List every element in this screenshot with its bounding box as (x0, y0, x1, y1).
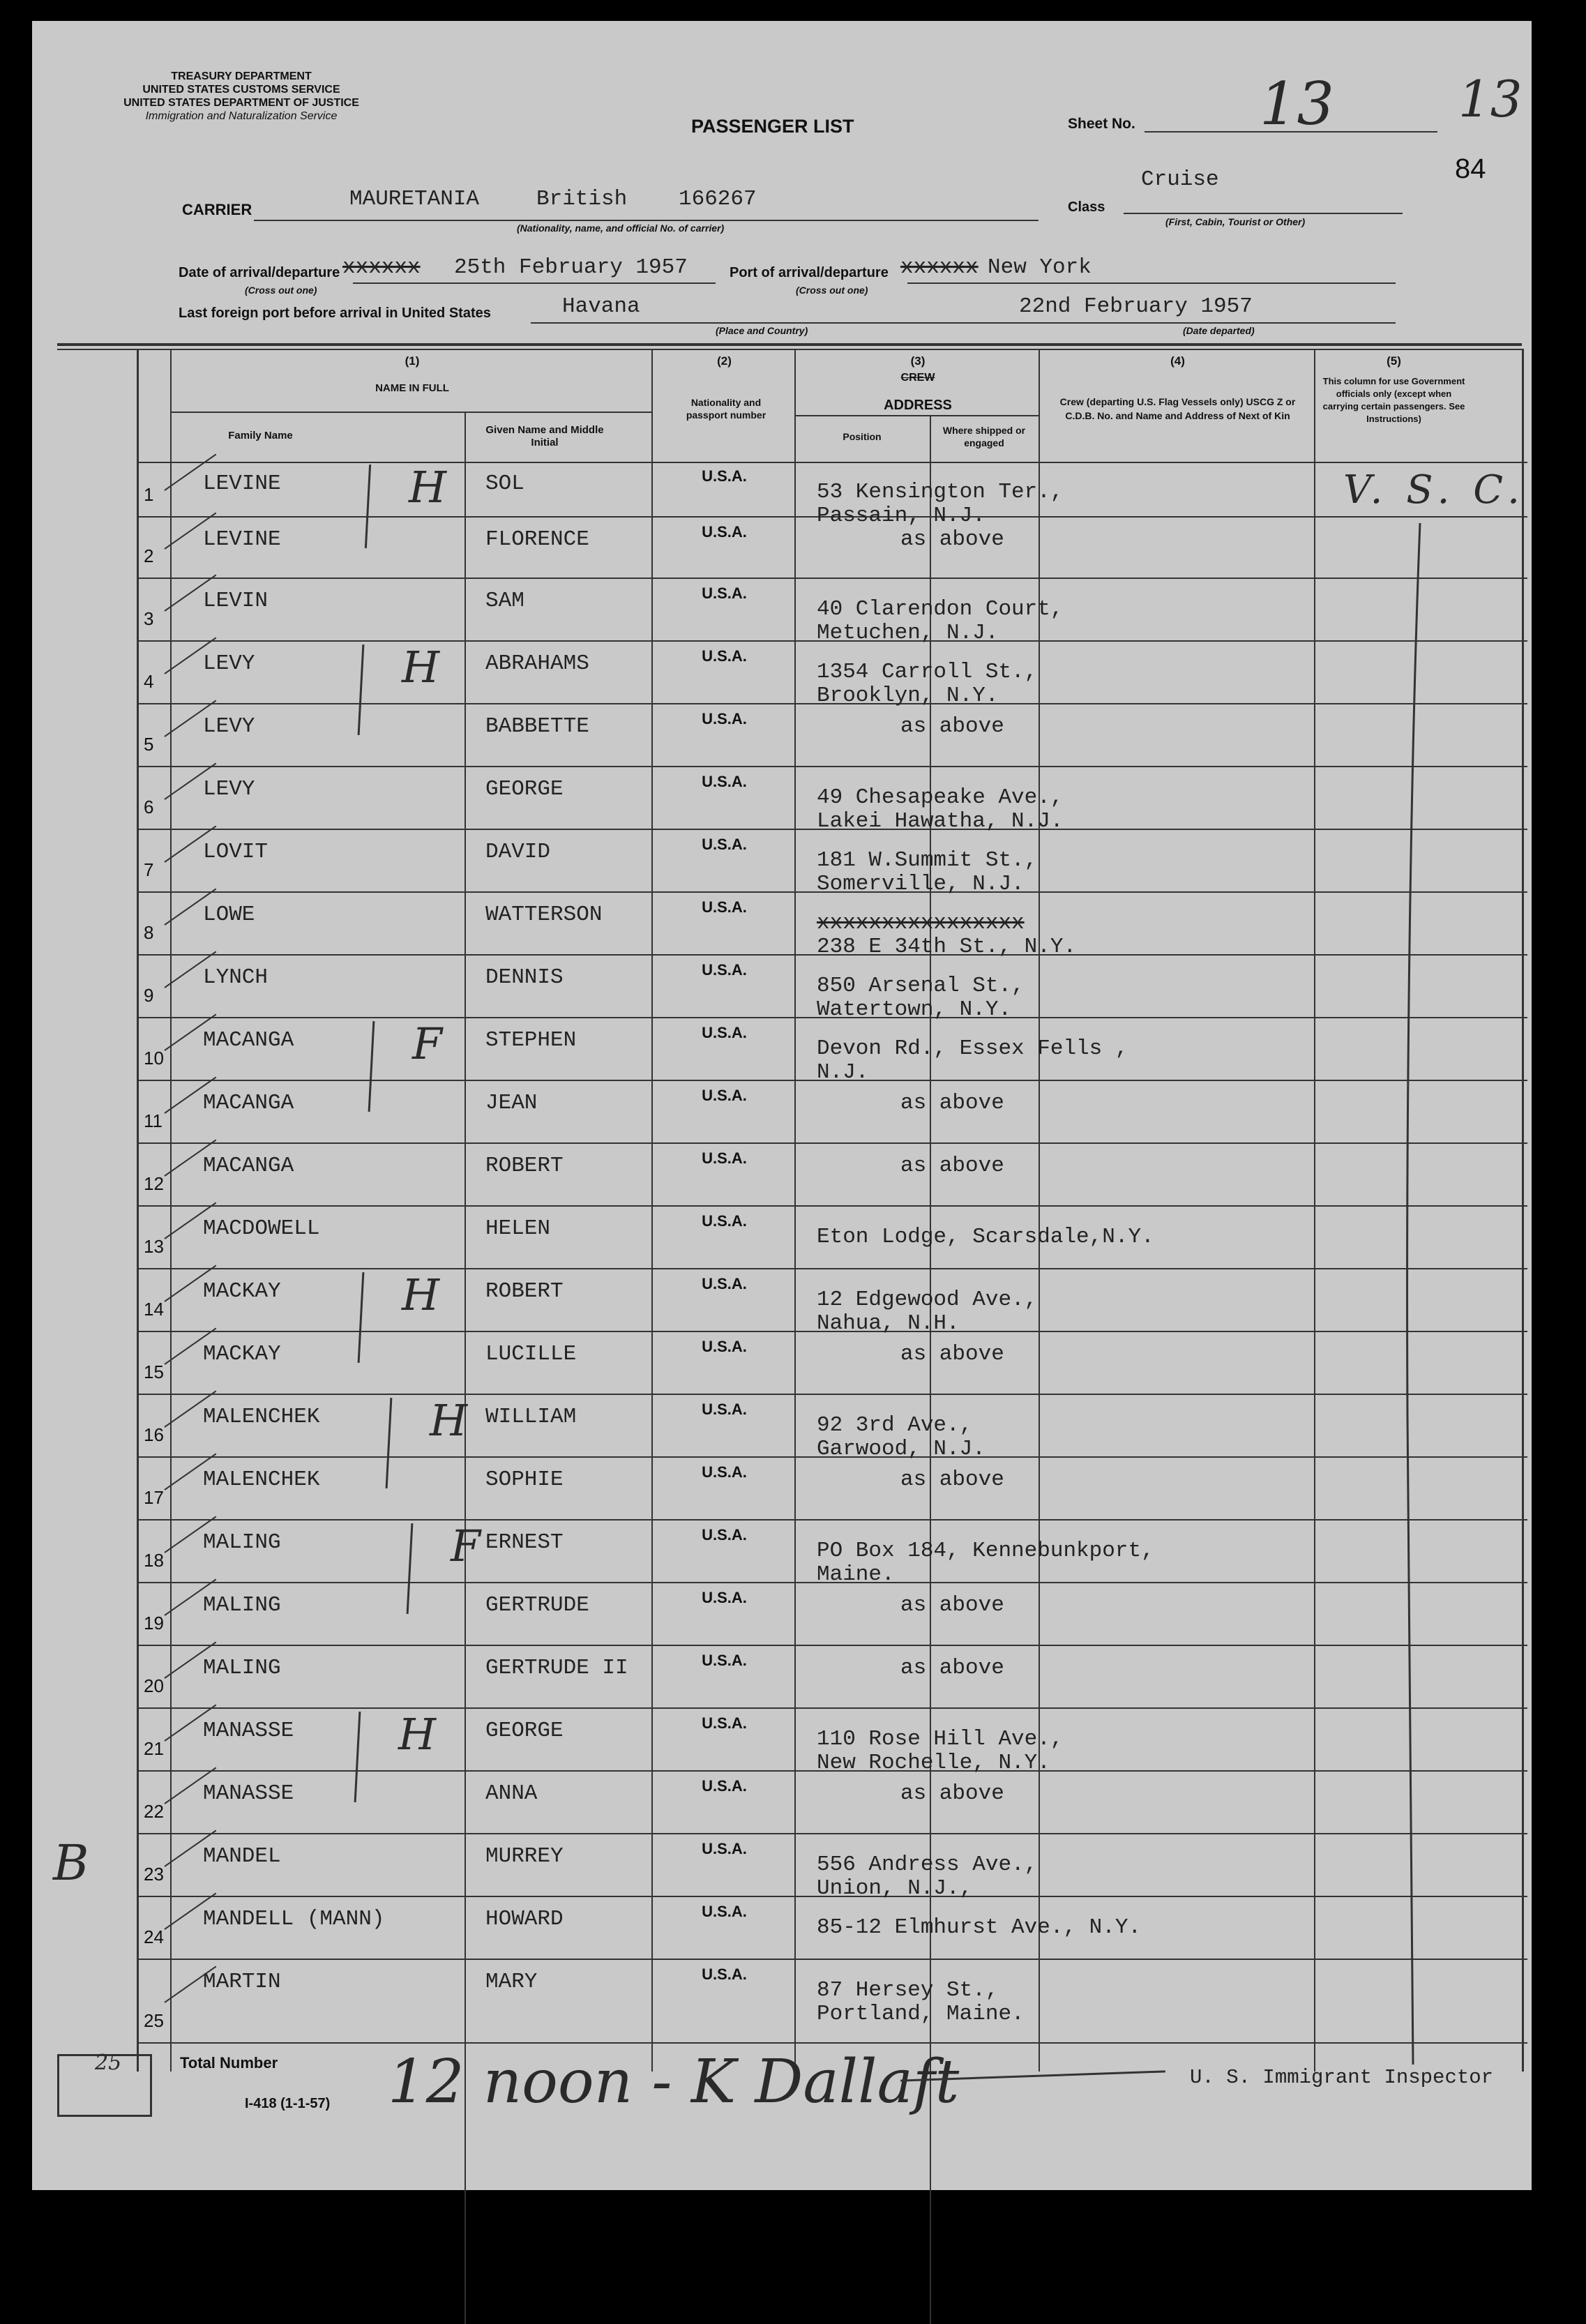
address-line-2: Maine. (817, 1562, 895, 1587)
address-line-1: as above (900, 714, 1004, 739)
table-row (32, 1081, 1532, 1144)
family-name: LYNCH (203, 965, 269, 990)
col3-struck: CREW (900, 372, 935, 384)
family-name: MACKAY (203, 1342, 281, 1366)
port-value: New York (988, 255, 1092, 280)
address-line-1: xxxxxxxxxxxxxxxx (817, 911, 1025, 935)
row-number: 3 (144, 608, 154, 629)
col1-family: Family Name (228, 430, 293, 442)
given-name: ABRAHAMS (485, 651, 589, 676)
date-arrival-value: 25th February 1957 (454, 255, 688, 280)
family-name: LEVY (203, 651, 255, 676)
col5-title: This column for use Government officials only (except when carrying certain passengers. See Instructions) (1322, 376, 1465, 424)
address-line-1: as above (900, 527, 1004, 552)
col5-number: (5) (1387, 354, 1401, 368)
address-line-2: Brooklyn, N.Y. (817, 684, 999, 708)
nationality: U.S.A. (702, 1526, 747, 1544)
row-number: 16 (144, 1424, 164, 1445)
family-name: MACKAY (203, 1279, 281, 1304)
given-name: SOL (485, 471, 524, 496)
form-number: I-418 (1-1-57) (245, 2096, 331, 2111)
address-line-1: 53 Kensington Ter., (817, 480, 1064, 504)
nationality: U.S.A. (702, 898, 747, 916)
family-name: MANASSE (203, 1719, 294, 1743)
address-line-2: New Rochelle, N.Y. (817, 1751, 1050, 1775)
carrier-official-no: 166267 (679, 187, 757, 211)
address-line-1: 49 Chesapeake Ave., (817, 785, 1064, 810)
entry-mark: H (430, 1395, 468, 1446)
family-name: MACANGA (203, 1091, 294, 1115)
given-name: GEORGE (485, 1719, 564, 1743)
margin-mark: B (53, 1834, 89, 1892)
given-name: ROBERT (485, 1279, 564, 1304)
given-name: ROBERT (485, 1154, 564, 1178)
address-line-2: Nahua, N.H. (817, 1311, 960, 1336)
entry-mark: H (398, 1709, 437, 1760)
row-number: 6 (144, 797, 154, 817)
address-line-2: Union, N.J., (817, 1876, 973, 1901)
given-name: HELEN (485, 1216, 551, 1241)
address-line-1: 1354 Carroll St., (817, 660, 1038, 684)
table-row (32, 1458, 1532, 1521)
row-number: 20 (144, 1675, 164, 1696)
family-name: MALENCHEK (203, 1405, 320, 1429)
sheet-number: 13 (1260, 70, 1334, 138)
nationality: U.S.A. (702, 1275, 747, 1292)
address-line-1: 110 Rose Hill Ave., (817, 1727, 1064, 1751)
last-port-caption: (Place and Country) (716, 325, 808, 336)
address-line-2: Portland, Maine. (817, 2002, 1025, 2026)
row-number: 25 (144, 2010, 164, 2031)
family-name: LEVINE (203, 471, 281, 496)
passenger-list-page (32, 21, 1532, 2190)
address-line-1: 12 Edgewood Ave., (817, 1288, 1038, 1312)
inspector-label: U. S. Immigrant Inspector (1190, 2066, 1494, 2089)
address-line-1: 181 W.Summit St., (817, 848, 1038, 873)
corner-number: 13 (1458, 70, 1523, 128)
page-title: PASSENGER LIST (691, 116, 854, 137)
row-number: 5 (144, 734, 154, 755)
given-name: DAVID (485, 840, 551, 864)
nationality: U.S.A. (702, 523, 747, 541)
col1-title: NAME IN FULL (375, 382, 449, 394)
nationality: U.S.A. (702, 710, 747, 727)
col1-given: Given Name and Middle Initial (485, 424, 604, 448)
col1-number: (1) (405, 354, 420, 368)
family-name: MALING (203, 1593, 281, 1617)
agency-line: Immigration and Naturalization Service (145, 110, 338, 122)
carrier-label: CARRIER (182, 201, 252, 218)
table-row (32, 1207, 1532, 1269)
address-line-2: Metuchen, N.J. (817, 621, 999, 645)
given-name: GERTRUDE II (485, 1656, 628, 1680)
given-name: SAM (485, 589, 524, 613)
col4-title: Crew (departing U.S. Flag Vessels only) USCG Z or C.D.B. No. and Name and Address of Next of Kin (1059, 396, 1296, 421)
nationality: U.S.A. (702, 1714, 747, 1732)
col3-where: Where shipped or engaged (942, 425, 1026, 448)
row-number: 9 (144, 985, 154, 1006)
given-name: STEPHEN (485, 1028, 577, 1052)
row-number: 8 (144, 922, 154, 943)
class-value: Cruise (1141, 167, 1219, 192)
col3-position: Position (843, 431, 882, 442)
family-name: LEVIN (203, 589, 269, 613)
address-line-1: as above (900, 1467, 1004, 1492)
given-name: ANNA (485, 1781, 538, 1806)
given-name: GEORGE (485, 777, 564, 801)
given-name: DENNIS (485, 965, 564, 990)
table-row (32, 1144, 1532, 1207)
table-row (32, 579, 1532, 645)
cross-out-caption: (Cross out one) (245, 285, 317, 296)
total-label: Total Number (180, 2054, 278, 2072)
given-name: BABBETTE (485, 714, 589, 739)
nationality: U.S.A. (702, 1840, 747, 1857)
address-line-1: 40 Clarendon Court, (817, 597, 1064, 621)
page-number: 84 (1455, 153, 1486, 184)
nationality: U.S.A. (702, 773, 747, 790)
row-number: 14 (144, 1299, 164, 1320)
address-line-1: as above (900, 1656, 1004, 1680)
row-number: 24 (144, 1926, 164, 1947)
port-label: Port of arrival/departure (730, 265, 889, 280)
nationality: U.S.A. (702, 647, 747, 665)
row-number: 7 (144, 859, 154, 880)
carrier-nationality: British (536, 187, 628, 211)
port-struck: xxxxxx (900, 255, 979, 280)
table-row (32, 1897, 1532, 1960)
entry-mark: H (402, 642, 440, 693)
address-line-1: 556 Andress Ave., (817, 1853, 1038, 1877)
table-row (32, 830, 1532, 896)
address-line-1: as above (900, 1154, 1004, 1178)
address-line-1: as above (900, 1781, 1004, 1806)
family-name: MALING (203, 1656, 281, 1680)
table-row (32, 1709, 1532, 1775)
entry-mark: F (412, 1018, 443, 1069)
given-name: GERTRUDE (485, 1593, 589, 1617)
row-number: 17 (144, 1487, 164, 1508)
address-line-1: as above (900, 1342, 1004, 1366)
address-line-2: Somerville, N.J. (817, 872, 1025, 896)
address-line-1: Eton Lodge, Scarsdale,N.Y. (817, 1225, 1154, 1249)
row-number: 2 (144, 545, 154, 566)
row-number: 23 (144, 1864, 164, 1885)
given-name: JEAN (485, 1091, 538, 1115)
nationality: U.S.A. (702, 1087, 747, 1104)
given-name: SOPHIE (485, 1467, 564, 1492)
inspector-signature: 12 noon - K Dallaft (388, 2047, 960, 2117)
table-row (32, 956, 1532, 1022)
table-row (32, 767, 1532, 833)
nationality: U.S.A. (702, 467, 747, 485)
address-line-1: 85-12 Elmhurst Ave., N.Y. (817, 1915, 1142, 1940)
class-label: Class (1068, 199, 1105, 215)
table-row (32, 1018, 1532, 1085)
total-box-value: 25 (95, 2051, 122, 2075)
date-arrival-struck: xxxxxx (342, 255, 421, 280)
date-arrival-label: Date of arrival/departure (179, 265, 340, 280)
table-row (32, 893, 1532, 959)
nationality: U.S.A. (702, 1338, 747, 1355)
row-number: 18 (144, 1550, 164, 1571)
address-line-1: PO Box 184, Kennebunkport, (817, 1539, 1154, 1563)
class-caption: (First, Cabin, Tourist or Other) (1165, 216, 1306, 227)
govt-mark: V. S. C. (1343, 467, 1525, 513)
address-line-2: Garwood, N.J. (817, 1437, 985, 1461)
row-number: 13 (144, 1236, 164, 1257)
family-name: MANDELL (MANN) (203, 1907, 385, 1931)
row-number: 15 (144, 1361, 164, 1382)
family-name: LOVIT (203, 840, 269, 864)
table-row (32, 1834, 1532, 1901)
row-number: 1 (144, 484, 154, 505)
nationality: U.S.A. (702, 1401, 747, 1418)
col2-number: (2) (717, 354, 732, 368)
given-name: MARY (485, 1970, 538, 1994)
address-line-2: N.J. (817, 1060, 869, 1085)
table-row (32, 1521, 1532, 1587)
nationality: U.S.A. (702, 1903, 747, 1920)
port-cross-out-caption: (Cross out one) (796, 285, 868, 296)
address-line-2: Lakei Hawatha, N.J. (817, 809, 1064, 833)
table-row (32, 1960, 1532, 2044)
nationality: U.S.A. (702, 1024, 747, 1041)
given-name: WATTERSON (485, 903, 603, 927)
given-name: WILLIAM (485, 1405, 577, 1429)
row-number: 19 (144, 1613, 164, 1633)
address-line-1: Devon Rd., Essex Fells , (817, 1036, 1128, 1061)
row-number: 21 (144, 1738, 164, 1759)
address-line-1: as above (900, 1593, 1004, 1617)
col3-number: (3) (910, 354, 926, 368)
date-departed-caption: (Date departed) (1183, 325, 1255, 336)
last-port-label: Last foreign port before arrival in United States (179, 305, 491, 321)
carrier-caption: (Nationality, name, and official No. of carrier) (517, 222, 725, 234)
given-name: FLORENCE (485, 527, 589, 552)
table-row (32, 518, 1532, 579)
table-row (32, 1646, 1532, 1709)
sheet-label: Sheet No. (1068, 116, 1135, 132)
col3-title: ADDRESS (884, 398, 952, 413)
family-name: MACANGA (203, 1028, 294, 1052)
family-name: MANASSE (203, 1781, 294, 1806)
table-row (32, 1332, 1532, 1395)
col2-title: Nationality and passport number (686, 397, 766, 421)
address-line-1: 850 Arsenal St., (817, 974, 1025, 998)
nationality: U.S.A. (702, 1965, 747, 1983)
family-name: MACANGA (203, 1154, 294, 1178)
nationality: U.S.A. (702, 584, 747, 602)
row-number: 12 (144, 1173, 164, 1194)
col4-number: (4) (1170, 354, 1185, 368)
given-name: ERNEST (485, 1530, 564, 1555)
table-row (32, 704, 1532, 767)
family-name: MARTIN (203, 1970, 281, 1994)
given-name: MURREY (485, 1844, 564, 1869)
address-line-1: 87 Hersey St., (817, 1978, 999, 2002)
carrier-name: MAURETANIA (349, 187, 480, 211)
family-name: LOWE (203, 903, 255, 927)
family-name: MALENCHEK (203, 1467, 320, 1492)
entry-mark: F (451, 1521, 481, 1571)
family-name: MALING (203, 1530, 281, 1555)
agency-line: UNITED STATES CUSTOMS SERVICE (142, 84, 340, 96)
entry-mark: H (402, 1269, 440, 1320)
nationality: U.S.A. (702, 1589, 747, 1606)
nationality: U.S.A. (702, 1777, 747, 1795)
address-line-2: Passain, N.J. (817, 504, 985, 528)
given-name: HOWARD (485, 1907, 564, 1931)
family-name: LEVY (203, 777, 255, 801)
nationality: U.S.A. (702, 1149, 747, 1167)
table-row (32, 1269, 1532, 1336)
given-name: LUCILLE (485, 1342, 577, 1366)
nationality: U.S.A. (702, 1463, 747, 1481)
address-line-1: as above (900, 1091, 1004, 1115)
nationality: U.S.A. (702, 1652, 747, 1669)
nationality: U.S.A. (702, 836, 747, 853)
vertical-ditto-line (1343, 509, 1455, 2072)
table-row (32, 462, 1532, 528)
row-number: 11 (144, 1110, 163, 1131)
address-line-1: 92 3rd Ave., (817, 1413, 973, 1438)
address-line-2: 238 E 34th St., N.Y. (817, 935, 1077, 959)
table-row (32, 1772, 1532, 1834)
last-port-value: Havana (562, 294, 640, 319)
entry-mark: H (409, 462, 447, 513)
table-row (32, 1583, 1532, 1646)
family-name: LEVY (203, 714, 255, 739)
row-number: 10 (144, 1048, 164, 1069)
nationality: U.S.A. (702, 1212, 747, 1230)
date-departed-value: 22nd February 1957 (1019, 294, 1253, 319)
nationality: U.S.A. (702, 961, 747, 979)
table-row (32, 642, 1532, 708)
family-name: MANDEL (203, 1844, 281, 1869)
row-number: 4 (144, 671, 154, 692)
agency-block (53, 70, 430, 123)
table-row (32, 1395, 1532, 1461)
family-name: MACDOWELL (203, 1216, 320, 1241)
agency-line: UNITED STATES DEPARTMENT OF JUSTICE (123, 97, 359, 109)
agency-line: TREASURY DEPARTMENT (171, 70, 312, 82)
row-number: 22 (144, 1801, 164, 1822)
address-line-2: Watertown, N.Y. (817, 997, 1012, 1022)
family-name: LEVINE (203, 527, 281, 552)
